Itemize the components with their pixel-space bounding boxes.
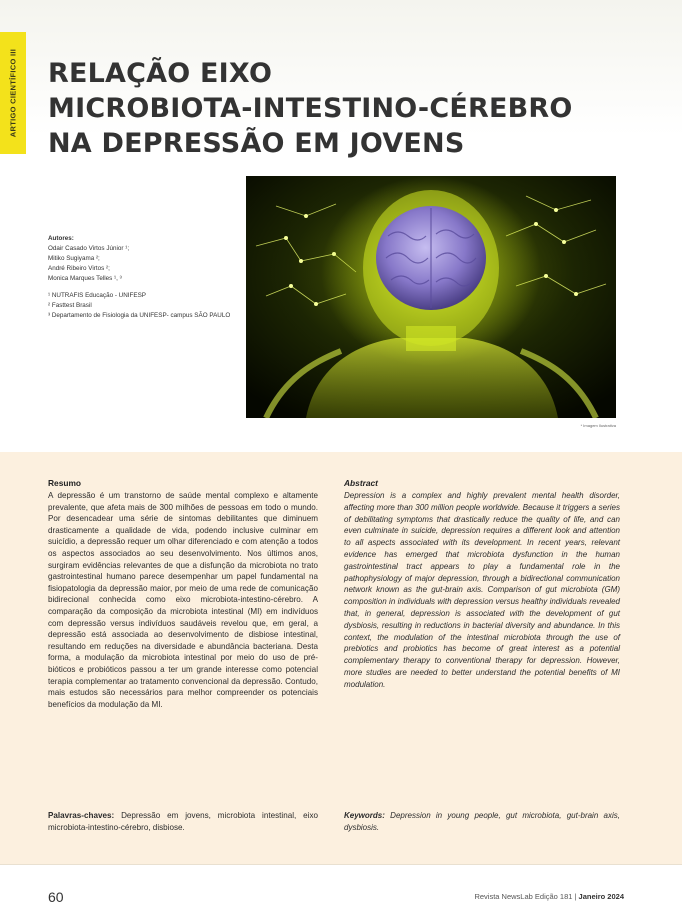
keywords-text: Depressão em jovens, microbiota intestinal, eixo microbiota-intestino-cérebro, disbiose. <box>48 811 318 832</box>
keywords-label: Palavras-chaves: <box>48 811 115 820</box>
publication-name: Revista NewsLab Edição 181 | <box>474 892 579 901</box>
authors-label: Autores: <box>48 235 74 242</box>
abstract-keywords <box>344 810 620 833</box>
keywords-label: Keywords: <box>344 811 385 820</box>
abstracts-panel <box>0 452 682 864</box>
brain-illustration <box>246 176 616 418</box>
section-tag-label: ARTIGO CIENTÍFICO III <box>8 48 18 138</box>
page-number: 60 <box>48 889 64 905</box>
abstract-heading: Abstract <box>344 478 378 488</box>
resumo-heading: Resumo <box>48 478 82 488</box>
author-name: Mitiko Sugiyama ²; <box>48 255 100 262</box>
abstract-body: Depression is a complex and highly prevalent mental health disorder, affecting more than 300 million people worldwide. Because it triggers a series of debilitating symptoms that drastically reduce the quality of life, and can even culminate in suicide, depression requires a different look and attention to all aspects associated with its development. In recent years, relevant evidence has emerged that microbiota dysfunction in the human gastrointestinal tract appears to play a fundamental role in the pathophysiology of major depression, through a bidirectional communication network known as the gut-brain axis. Comparison of gut microbiota (GM) composition in individuals with depression versus healthy individuals revealed that, in general, depression is associated with the development of gut dysbiosis, resulting in reductions in bacterial diversity and abundance. In this context, the modulation of the intestinal microbiota through the use of prebiotics and probiotics has become of great interest as a potential complementary therapy to conventional therapy for depression. However, more studies are needed to better understand the potential benefits of MI modulation. <box>344 491 620 689</box>
author-name: André Ribeiro Virtos ²; <box>48 265 110 272</box>
article-title <box>48 56 648 161</box>
affiliation: ³ Departamento de Fisiologia da UNIFESP- campus SÃO PAULO <box>48 312 231 319</box>
resumo-body: A depressão é um transtorno de saúde mental complexo e altamente prevalente, que afeta mais de 300 milhões de pessoas em todo o mundo. Por desencadear uma série de sintomas debilitantes que diminuem drasticamente a qualidade de vida, podendo inclusive culminar em suicídio, a depressão requer um olhar diferenciado e com atenção a todos os aspectos associados ao seu desenvolvimento. Nos últimos anos, surgiram evidências relevantes de que a disfunção da microbiota no trato gastrointestinal humano parece desempenhar um papel fundamental na fisiopatologia da depressão maior, por meio de uma rede de comunicação bidirecional conhecida como eixo microbiota-intestino-cérebro. A comparação da composição da microbiota intestinal (MI) em indivíduos com depressão versus indivíduos saudáveis revelou que, em geral, a depressão está associada ao desenvolvimento de disbiose intestinal, resultando em reduções na diversidade e abundância bacteriana. Desta forma, a modulação da microbiota intestinal por meio do uso de pré-bióticos e probióticos passou a ter um grande interesse como potencial terapia complementar ao tratamento convencional da depressão. Contudo, mais estudos são necessários para melhor compreender os potenciais benefícios da modulação da MI. <box>48 491 318 709</box>
author-name: Monica Marques Telles ¹, ³ <box>48 275 122 282</box>
authors-block <box>48 234 243 321</box>
resumo-keywords <box>48 810 318 833</box>
affiliation: ¹ NUTRAFIS Educação - UNIFESP <box>48 292 146 299</box>
keywords-text: Depression in young people, gut microbiota, gut-brain axis, dysbiosis. <box>344 811 620 832</box>
footer-divider <box>0 864 682 865</box>
section-tag <box>0 32 26 154</box>
publication-info <box>474 892 624 901</box>
title-line-2: MICROBIOTA-INTESTINO-CÉREBRO <box>48 93 573 124</box>
publication-date: Janeiro 2024 <box>578 892 624 901</box>
title-line-1: RELAÇÃO EIXO <box>48 58 273 89</box>
author-name: Odair Casado Virtos Júnior ¹; <box>48 245 130 252</box>
affiliation: ² Fasttest Brasil <box>48 302 92 309</box>
image-credit: * Imagem Ilustrativa <box>580 423 616 428</box>
title-line-3: NA DEPRESSÃO EM JOVENS <box>48 128 465 159</box>
